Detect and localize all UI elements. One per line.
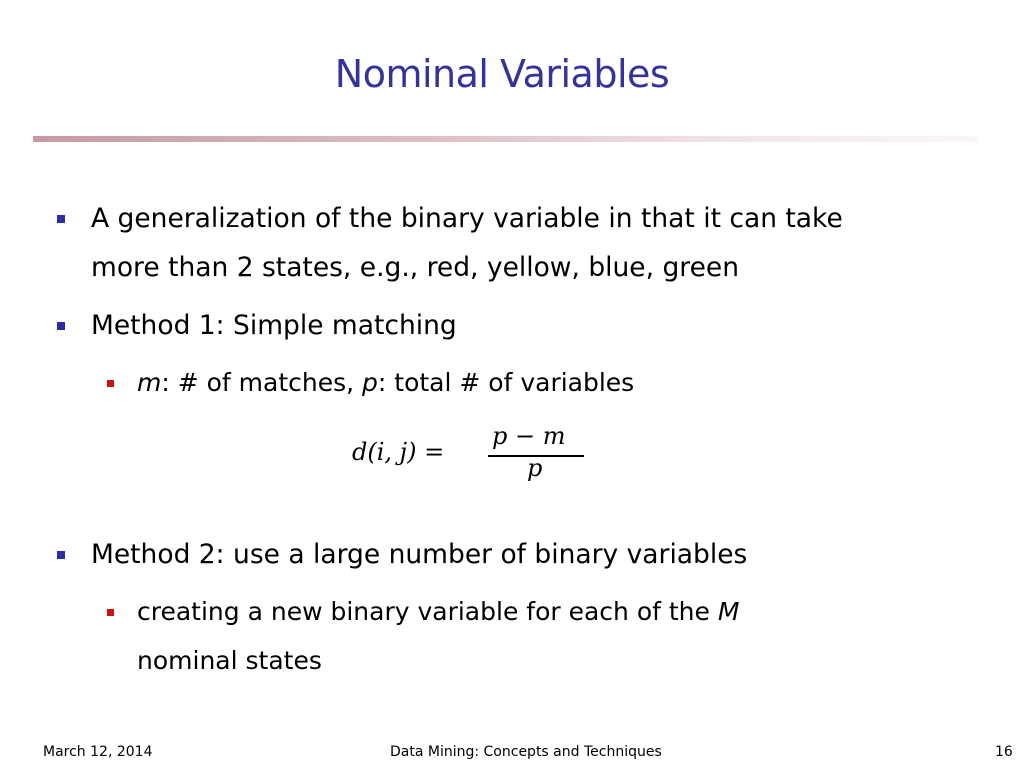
distance-formula [352, 422, 592, 484]
title-divider [33, 136, 977, 142]
var-p: p [362, 368, 378, 397]
formula-denominator: p [527, 454, 543, 482]
bullet-square-icon [57, 551, 65, 559]
sub-bullet-text-continuation: nominal states [137, 646, 322, 675]
bullet-text-continuation: more than 2 states, e.g., red, yellow, blue, green [91, 252, 739, 283]
footer-date: March 12, 2014 [43, 744, 153, 760]
var-m-desc: : # of matches, [161, 368, 363, 397]
formula-lhs: d(i, j) = [352, 438, 445, 466]
var-p-desc: : total # of variables [377, 368, 635, 397]
var-M: M [717, 597, 740, 626]
footer-title: Data Mining: Concepts and Techniques [390, 744, 662, 760]
bullet-square-icon [57, 215, 65, 223]
sub-bullet-square-icon [107, 609, 114, 616]
bullet-square-icon [57, 322, 65, 330]
sub-bullet-prefix: creating a new binary variable for each of the [137, 597, 718, 626]
sub-bullet-square-icon [107, 380, 114, 387]
bullet-text: Method 2: use a large number of binary variables [91, 539, 748, 570]
formula-numerator: p − m [492, 422, 566, 450]
slide-title: Nominal Variables [334, 52, 670, 96]
var-m: m [137, 368, 162, 397]
footer-page-number: 16 [995, 744, 1013, 760]
sub-bullet-text [137, 358, 634, 407]
bullet-text: Method 1: Simple matching [91, 310, 457, 341]
bullet-text: A generalization of the binary variable in that it can take [91, 203, 843, 234]
sub-bullet-text [137, 587, 739, 636]
